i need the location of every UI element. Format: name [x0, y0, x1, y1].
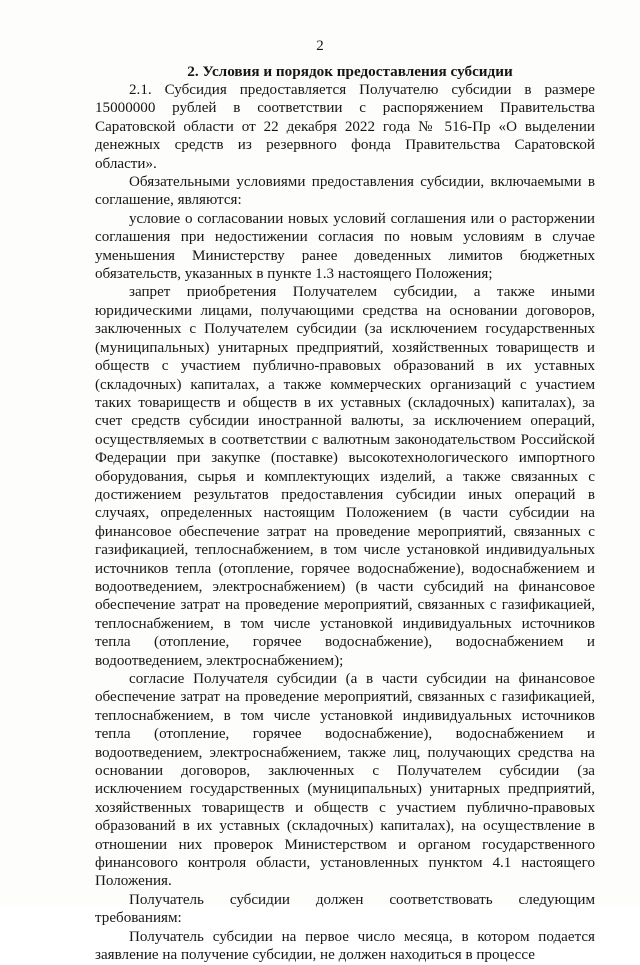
- document-body: [95, 62, 595, 965]
- paragraph-consent-inspections: согласие Получателя субсидии (а в части субсидии на финансовое обеспечение затрат на проведение мероприятий, связанных с газификацией, теплоснабжением, в том числе установкой индивидуальных источников тепла (отопление, горячее водоснабжение), водоснабжением и водоотведением, электроснабжением, также лиц, получающих средства на основании договоров, заключенных с Получателем субсидии (за исключением государственных (муниципальных) унитарных предприятий, хозяйственных товариществ и обществ с участием публично-правовых образований в их уставных (складочных) капиталах), на осуществление в отношении них проверок Министерством и органом государственного финансового контроля области, установленных пунктом 4.1 настоящего Положения.: [95, 671, 595, 890]
- paragraph-requirement-first: Получатель субсидии на первое число месяца, в котором подается заявление на получение субсидии, не должен находиться в процессе: [95, 928, 595, 964]
- page-number: 2: [316, 38, 324, 54]
- section-heading: 2. Условия и порядок предоставления субсидии: [187, 63, 513, 80]
- paragraph-requirements-intro: Получатель субсидии должен соответствовать следующим требованиям:: [95, 891, 595, 927]
- paragraph-mandatory-conditions: Обязательными условиями предоставления субсидии, включаемыми в соглашение, являются:: [95, 174, 595, 209]
- paragraph-2-1: 2.1. Субсидия предоставляется Получателю субсидии в размере 15000000 рублей в соответствии с распоряжением Правительства Саратовской области от 22 декабря 2022 года № 516-Пр «О выделении денежных средств из резервного фонда Правительства Саратовской области».: [95, 82, 595, 172]
- paragraph-currency-ban: запрет приобретения Получателем субсидии, а также иными юридическими лицами, получающими средства на основании договоров, заключенных с Получателем субсидии (за исключением государственных (муниципальных) унитарных предприятий, хозяйственных товариществ и обществ с участием публично-правовых образований в их уставных (складочных) капиталах, а также коммерческих организаций с участием таких товариществ и обществ в их уставных (складочных) капиталах), за счет средств субсидии иностранной валюты, за исключением операций, осуществляемых в соответствии с валютным законодательством Российской Федерации при закупке (поставке) высокотехнологического импортного оборудования, сырья и комплектующих изделий, а также связанных с достижением результатов предоставления субсидии иных операций в случаях, определенных настоящим Положением (в части субсидии на финансовое обеспечение затрат на проведение мероприятий, связанных с газификацией, теплоснабжением, в том числе установкой индивидуальных источников тепла (отопление, горячее водоснабжение), водоснабжением и водоотведением, электроснабжением) (в части субсидий на финансовое обеспечение затрат на проведение мероприятий, связанных с газификацией, теплоснабжением, в том числе установкой индивидуальных источников тепла (отопление, горячее водоснабжение), водоснабжением и водоотведением, электроснабжением);: [95, 284, 595, 669]
- paragraph-condition-agreement: условие о согласовании новых условий соглашения или о расторжении соглашения при недостижении согласия по новым условиям в случае уменьшения Министерству ранее доведенных лимитов бюджетных обязательств, указанных в пункте 1.3 настоящего Положения;: [95, 210, 595, 283]
